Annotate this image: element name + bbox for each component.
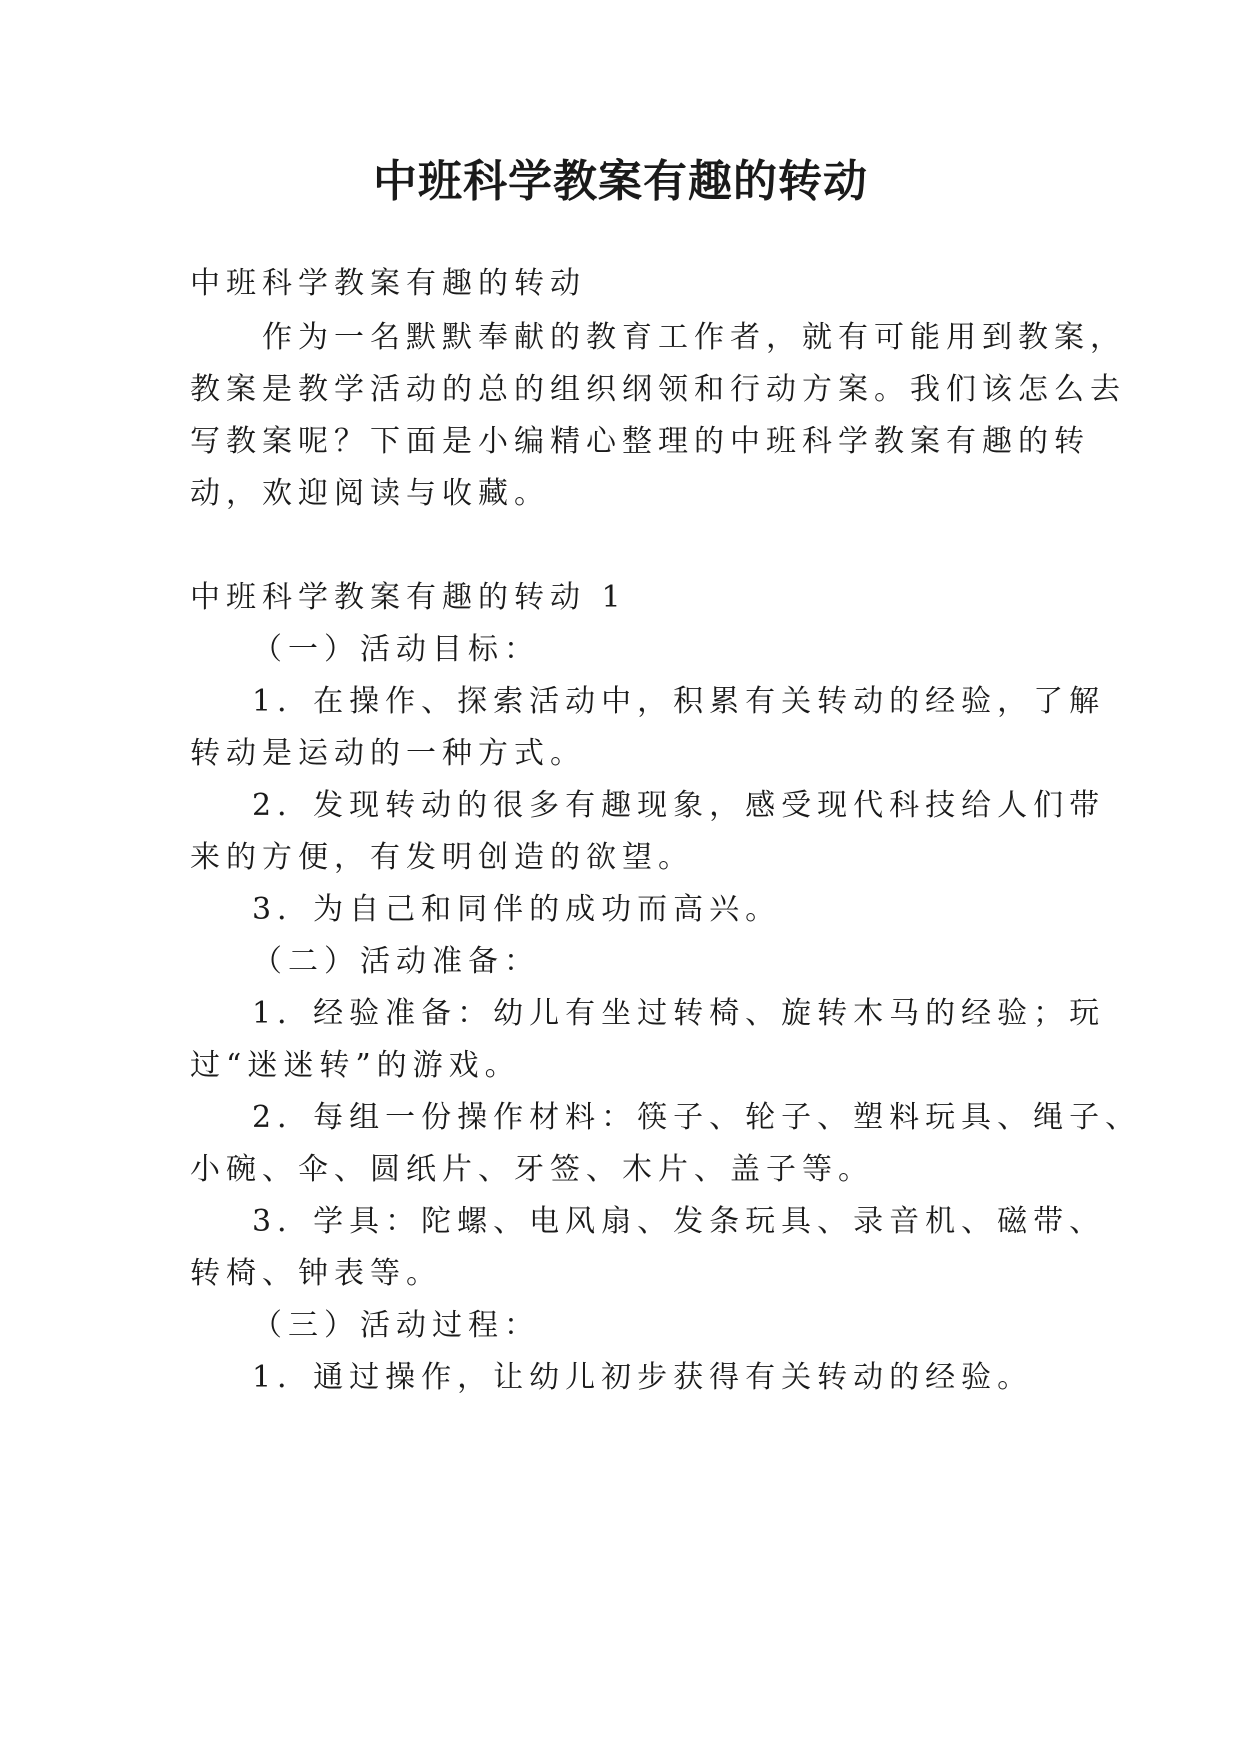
body-line: 作为一名默默奉献的教育工作者，就有可能用到教案，: [262, 320, 1126, 355]
body-line: 写教案呢？下面是小编精心整理的中班科学教案有趣的转: [190, 424, 1090, 459]
body-line: 转动是运动的一种方式。: [190, 736, 586, 771]
body-line: 1．经验准备：幼儿有坐过转椅、旋转木马的经验；玩: [252, 996, 1106, 1031]
body-line: 转椅、钟表等。: [190, 1256, 442, 1291]
body-line: 3．学具：陀螺、电风扇、发条玩具、录音机、磁带、: [252, 1204, 1106, 1239]
body-line: 1．在操作、探索活动中，积累有关转动的经验，了解: [252, 684, 1106, 719]
body-line: 教案是教学活动的总的组织纲领和行动方案。我们该怎么去: [190, 372, 1126, 407]
body-line: 动，欢迎阅读与收藏。: [190, 476, 550, 511]
body-line: 过“迷迷转”的游戏。: [190, 1048, 521, 1083]
body-line: 2．每组一份操作材料：筷子、轮子、塑料玩具、绳子、: [252, 1100, 1142, 1135]
subsection-heading: （二）活动准备：: [252, 944, 540, 979]
body-line: 小碗、伞、圆纸片、牙签、木片、盖子等。: [190, 1152, 874, 1187]
section-heading: 中班科学教案有趣的转动 1: [190, 580, 627, 615]
subsection-heading: （一）活动目标：: [252, 632, 540, 667]
subtitle-line: 中班科学教案有趣的转动: [190, 266, 586, 301]
body-line: 来的方便，有发明创造的欲望。: [190, 840, 694, 875]
body-line: 2．发现转动的很多有趣现象，感受现代科技给人们带: [252, 788, 1106, 823]
body-line: 1．通过操作，让幼儿初步获得有关转动的经验。: [252, 1360, 1034, 1395]
subsection-heading: （三）活动过程：: [252, 1308, 540, 1343]
document-title: 中班科学教案有趣的转动: [373, 156, 868, 207]
body-line: 3．为自己和同伴的成功而高兴。: [252, 892, 782, 927]
